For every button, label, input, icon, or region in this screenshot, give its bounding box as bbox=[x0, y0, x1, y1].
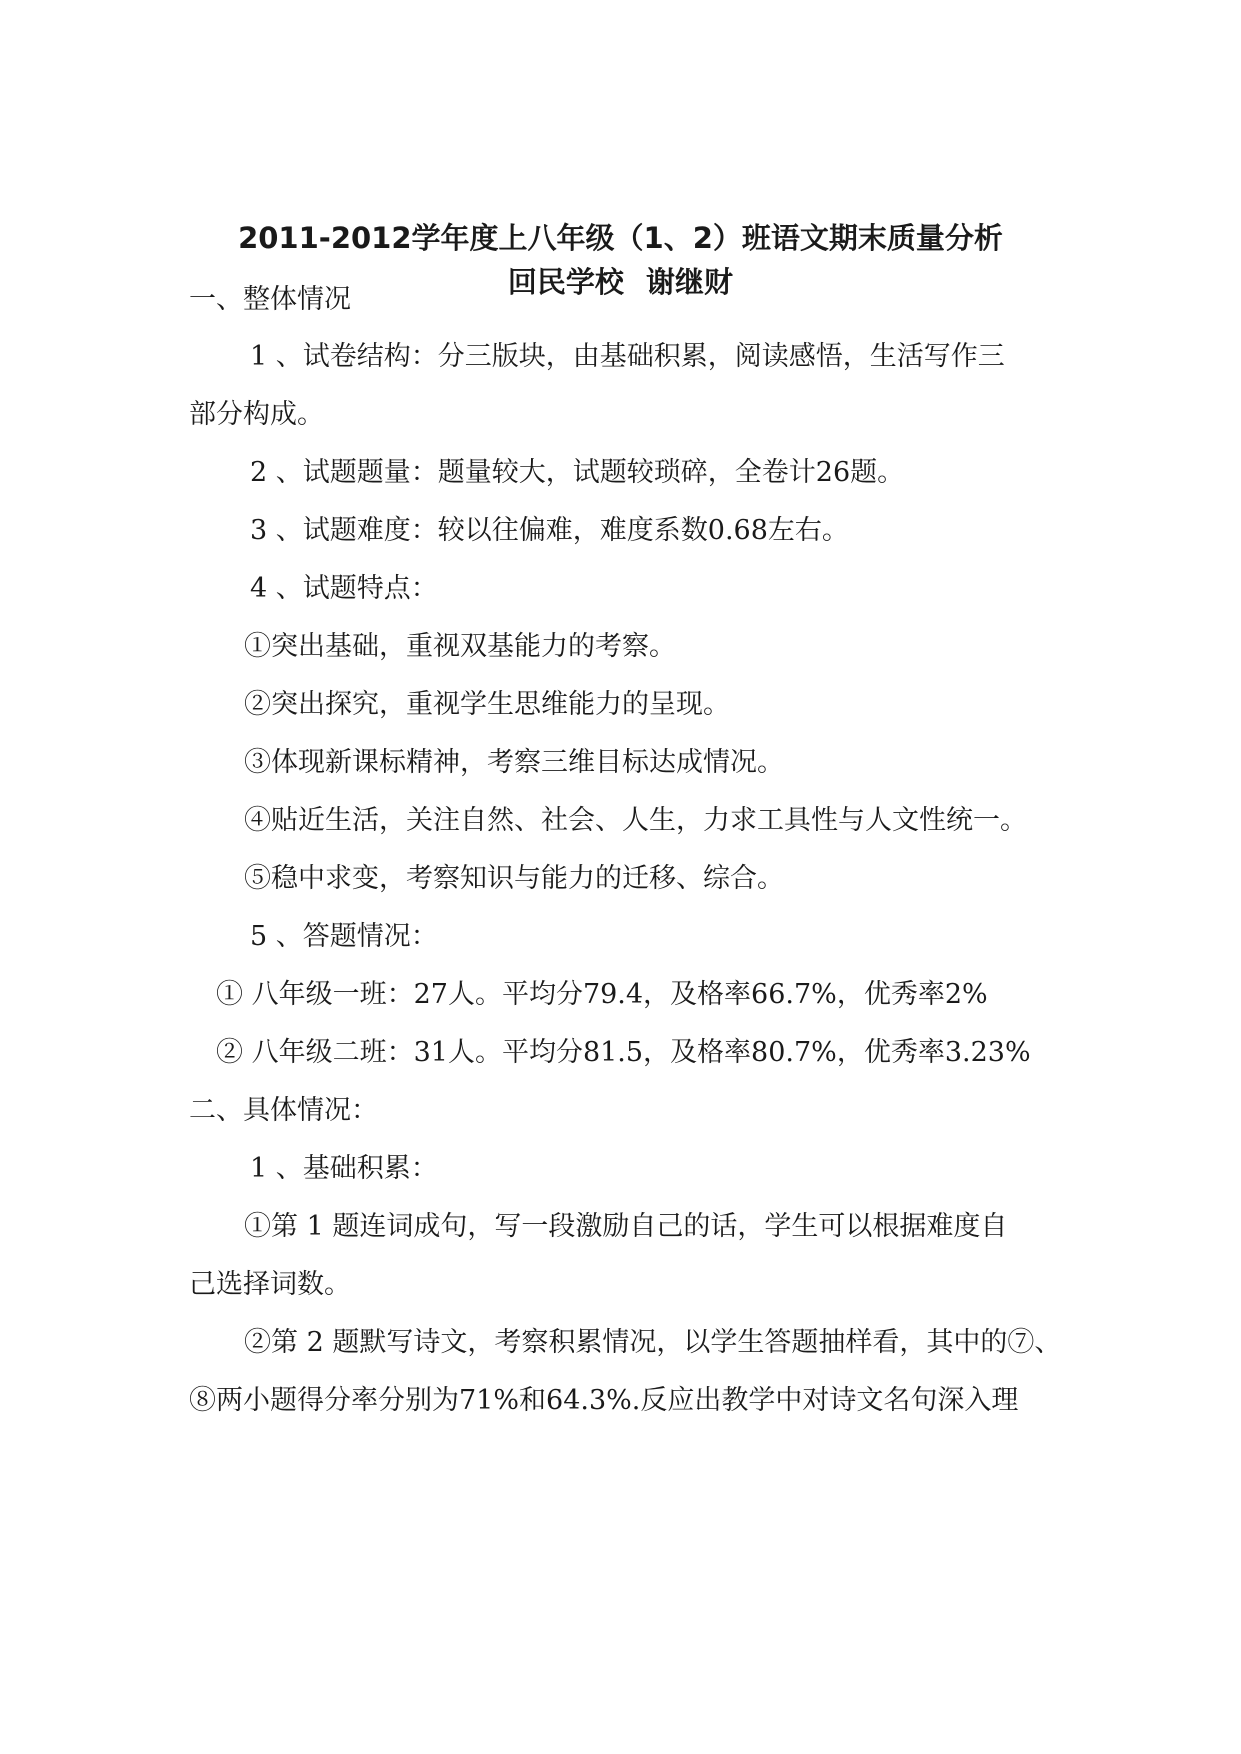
section-heading-overall: 一、整体情况 bbox=[189, 284, 351, 315]
paragraph-line: 部分构成。 bbox=[189, 399, 324, 430]
paragraph-line: 1 、基础积累： bbox=[250, 1153, 438, 1184]
class-result-line: ② 八年级二班：31人。平均分81.5，及格率80.7%，优秀率3.23% bbox=[216, 1037, 1031, 1068]
author-name: 谢继财 bbox=[646, 265, 734, 299]
paragraph-line: 3 、试题难度：较以往偏难，难度系数0.68左右。 bbox=[250, 515, 849, 546]
school-name: 回民学校 bbox=[507, 265, 624, 299]
list-item: ④贴近生活，关注自然、社会、人生，力求工具性与人文性统一。 bbox=[244, 805, 1027, 836]
list-item: ③体现新课标精神，考察三维目标达成情况。 bbox=[244, 747, 784, 778]
paragraph-line: 2 、试题题量：题量较大，试题较琐碎，全卷计26题。 bbox=[250, 457, 905, 488]
list-item: ②突出探究，重视学生思维能力的呈现。 bbox=[244, 689, 730, 720]
document-byline bbox=[0, 262, 1241, 302]
paragraph-line: 1 、试卷结构：分三版块，由基础积累，阅读感悟，生活写作三 bbox=[250, 341, 1005, 372]
list-item: ⑤稳中求变，考察知识与能力的迁移、综合。 bbox=[244, 863, 784, 894]
list-item: ①第 1 题连词成句，写一段激励自己的话，学生可以根据难度自 bbox=[244, 1211, 1008, 1242]
class-result-line: ① 八年级一班：27人。平均分79.4，及格率66.7%，优秀率2% bbox=[216, 979, 988, 1010]
list-item: ②第 2 题默写诗文，考察积累情况，以学生答题抽样看，其中的⑦、 bbox=[244, 1327, 1062, 1358]
list-item: ①突出基础，重视双基能力的考察。 bbox=[244, 631, 676, 662]
section-heading-details: 二、具体情况： bbox=[189, 1095, 378, 1126]
paragraph-line: 4 、试题特点： bbox=[250, 573, 438, 604]
paragraph-line: 己选择词数。 bbox=[189, 1269, 351, 1300]
paragraph-line: 5 、答题情况： bbox=[250, 921, 438, 952]
paragraph-line: ⑧两小题得分率分别为71%和64.3%.反应出教学中对诗文名句深入理 bbox=[189, 1385, 1019, 1416]
document-title: 2011-2012学年度上八年级（1、2）班语文期末质量分析 bbox=[238, 221, 1003, 255]
